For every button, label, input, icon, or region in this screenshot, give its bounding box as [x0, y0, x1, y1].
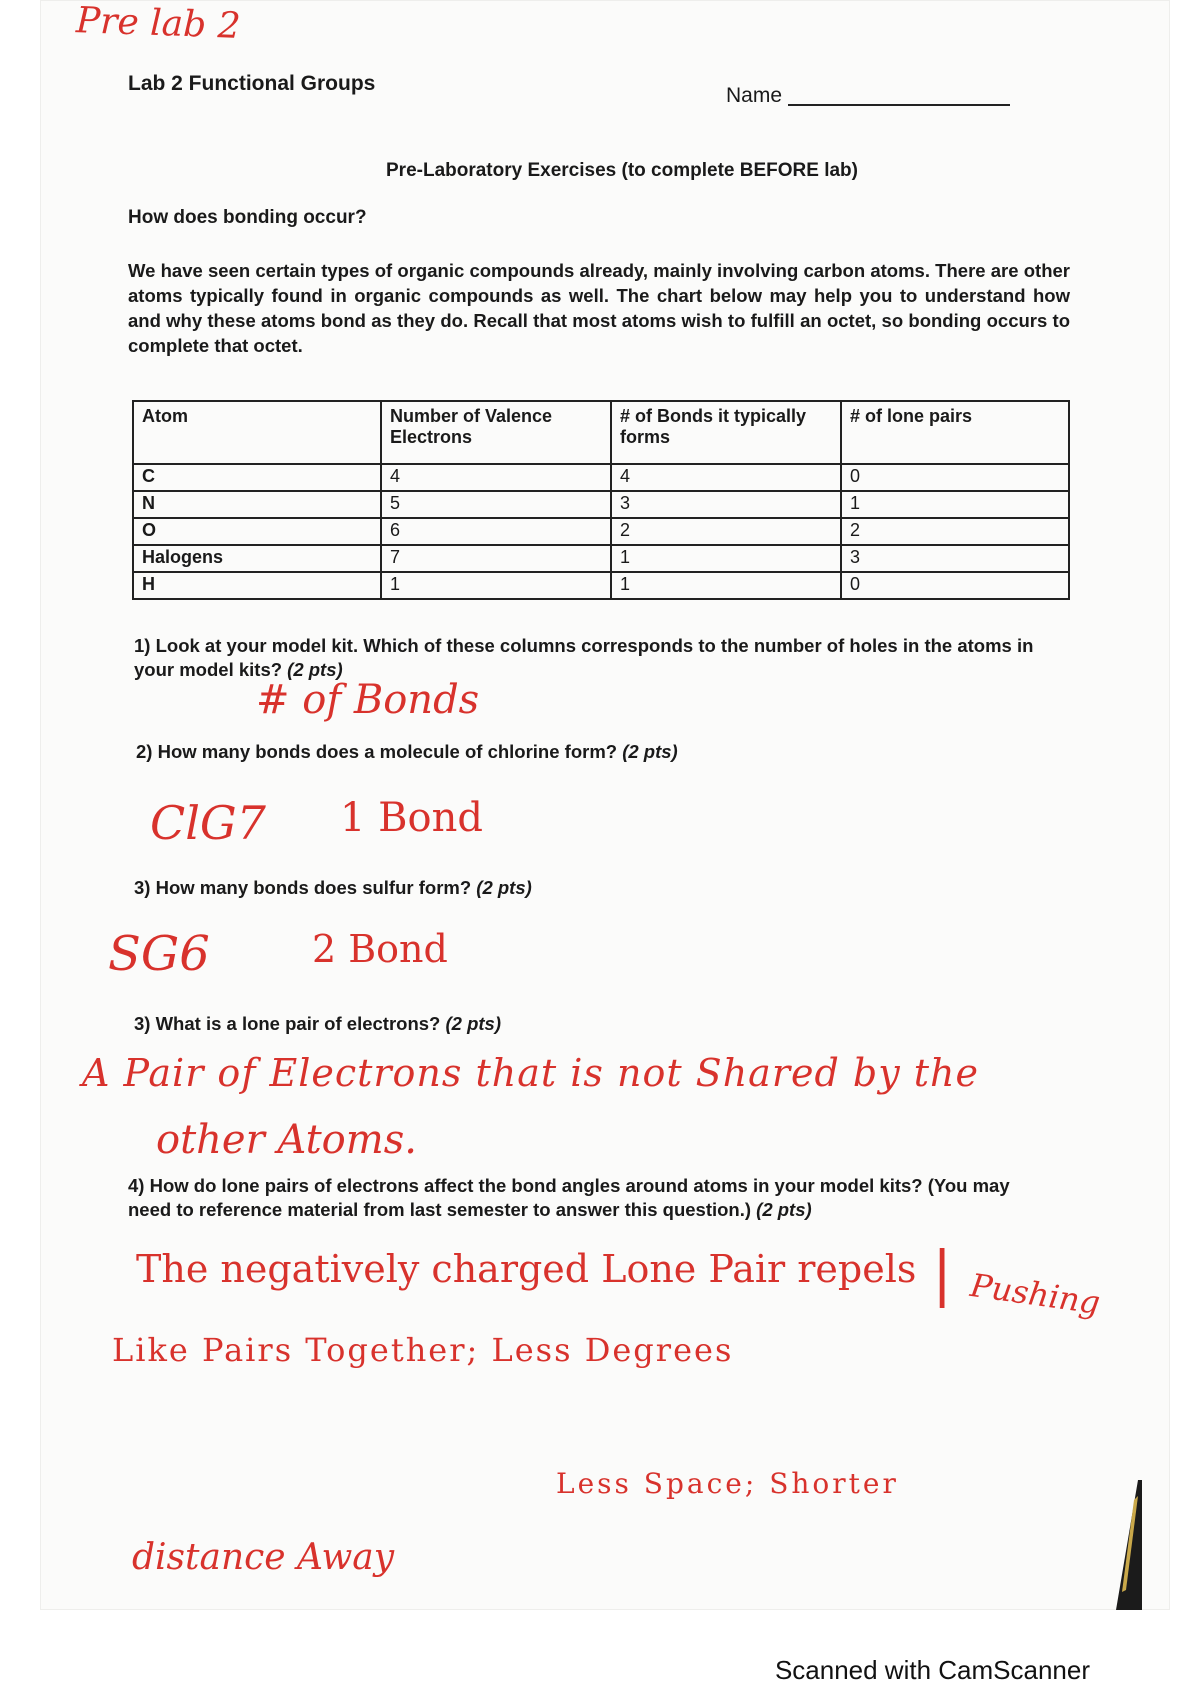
table-row — [133, 572, 1069, 599]
document-title: Lab 2 Functional Groups — [128, 72, 376, 95]
table-cell: 2 — [611, 518, 841, 545]
table-cell: N — [133, 491, 381, 518]
answer-5-line-2: Like Pairs Together; Less Degrees — [112, 1331, 734, 1369]
handwritten-title: Pre lab 2 — [75, 0, 242, 47]
table-cell: 1 — [611, 572, 841, 599]
name-label: Name — [726, 84, 783, 107]
answer-5-divider: | — [932, 1239, 953, 1309]
table-row — [133, 518, 1069, 545]
question-points: (2 pts) — [445, 1013, 501, 1034]
question-points: (2 pts) — [622, 741, 678, 762]
question-text: 3) What is a lone pair of electrons? — [134, 1013, 441, 1034]
answer-4-line-2: other Atoms. — [156, 1117, 417, 1163]
table-cell: 5 — [381, 491, 611, 518]
answer-4-line-1: A Pair of Electrons that is not Shared by the — [82, 1051, 979, 1095]
question-points: (2 pts) — [476, 877, 532, 898]
intro-paragraph: We have seen certain types of organic compounds already, mainly involving carbon atoms. There are other atoms typically found in organic compounds as well. The chart below may help you to understand how and why these atoms bond as they do. Recall that most atoms wish to fulfill an octet, so bonding occurs to complete that octet. — [128, 260, 1070, 356]
table-cell: 1 — [841, 491, 1069, 518]
table-cell: 3 — [611, 491, 841, 518]
answer-3-formula: SG6 — [108, 926, 210, 982]
column-header: # of Bonds it typically forms — [611, 401, 841, 464]
answer-5-line-3: Less Space; Shorter — [556, 1467, 899, 1500]
table-row — [133, 545, 1069, 572]
table-cell: 3 — [841, 545, 1069, 572]
column-header: Atom — [133, 401, 381, 464]
question-2 — [136, 740, 1036, 764]
table-cell: H — [133, 572, 381, 599]
table-cell: 2 — [841, 518, 1069, 545]
table-cell: 1 — [611, 545, 841, 572]
table-cell: 4 — [381, 464, 611, 491]
valence-table — [132, 400, 1070, 600]
table-cell: 0 — [841, 572, 1069, 599]
page-subtitle: Pre-Laboratory Exercises (to complete BEFORE lab) — [386, 160, 858, 181]
table-cell: O — [133, 518, 381, 545]
table-cell: 4 — [611, 464, 841, 491]
name-underline — [788, 104, 1010, 106]
question-points: (2 pts) — [756, 1199, 812, 1220]
table-cell: Halogens — [133, 545, 381, 572]
answer-2-formula: ClG7 — [150, 796, 266, 850]
table-header-row — [133, 401, 1069, 464]
question-1 — [134, 634, 1034, 682]
column-header: Number of Valence Electrons — [381, 401, 611, 464]
answer-2-bonds: 1 Bond — [340, 795, 484, 841]
question-text: 2) How many bonds does a molecule of chlorine form? — [136, 741, 618, 762]
answer-5-side-note: Pushing — [967, 1266, 1103, 1322]
answer-1: # of Bonds — [256, 677, 480, 723]
table-row — [133, 491, 1069, 518]
question-text: 4) How do lone pairs of electrons affect the bond angles around atoms in your model kits? (You may need to reference material from last semester to answer this question.) — [128, 1175, 1010, 1220]
question-5 — [128, 1174, 1048, 1222]
column-header: # of lone pairs — [841, 401, 1069, 464]
question-points: (2 pts) — [287, 659, 343, 680]
question-4 — [134, 1012, 1034, 1036]
section-heading: How does bonding occur? — [128, 207, 367, 228]
scanner-watermark: Scanned with CamScanner — [774, 1655, 1090, 1685]
question-text: 1) Look at your model kit. Which of these columns corresponds to the number of holes in the atoms in your model kits? — [134, 635, 1034, 680]
answer-5-line-4: distance Away — [132, 1537, 395, 1578]
question-3 — [134, 876, 1034, 900]
table-cell: 1 — [381, 572, 611, 599]
table-cell: 0 — [841, 464, 1069, 491]
question-text: 3) How many bonds does sulfur form? — [134, 877, 472, 898]
answer-3-bonds: 2 Bond — [312, 927, 448, 971]
marker-pen-tip — [1112, 1480, 1142, 1610]
table-cell: 6 — [381, 518, 611, 545]
table-cell: C — [133, 464, 381, 491]
table-row — [133, 464, 1069, 491]
answer-5-line-1: The negatively charged Lone Pair repels — [136, 1247, 917, 1291]
table-cell: 7 — [381, 545, 611, 572]
